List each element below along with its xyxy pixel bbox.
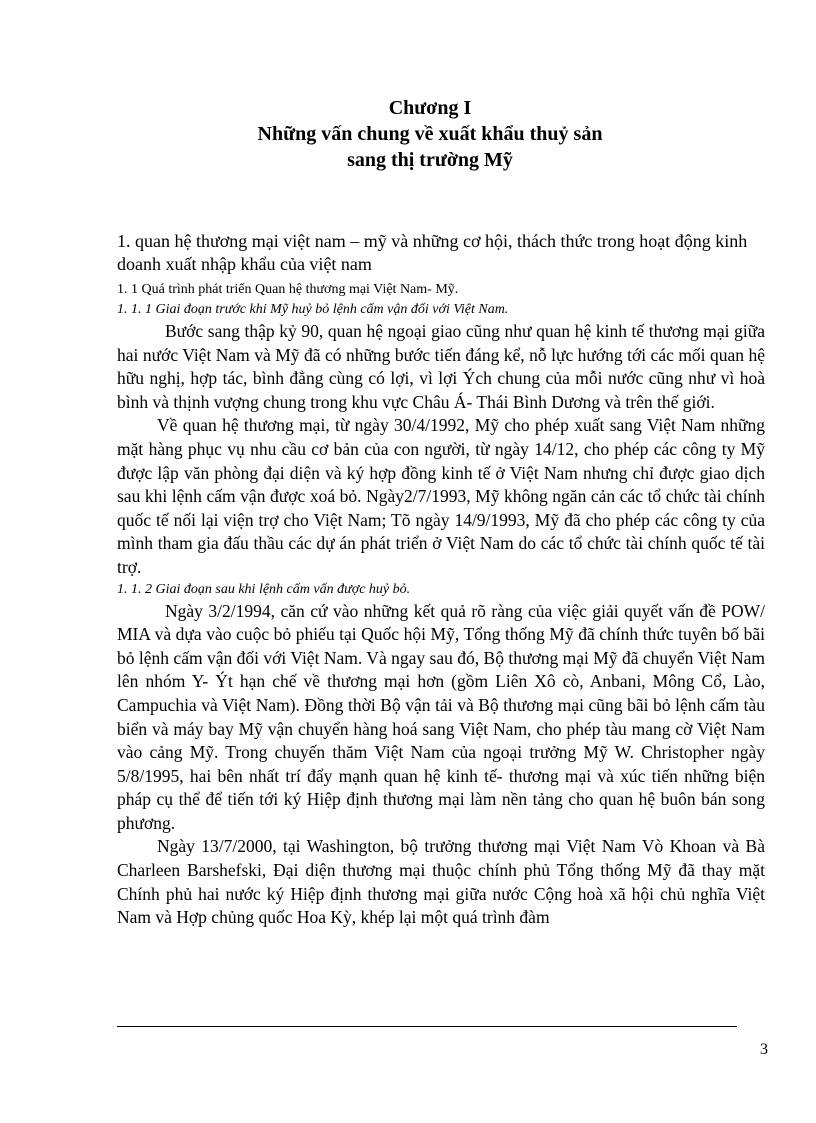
chapter-title-line-2: sang thị trường Mỹ: [347, 149, 513, 171]
page-number: 3: [760, 1041, 768, 1058]
chapter-title-line-1: Những vấn chung về xuất khẩu thuỷ sản: [257, 123, 603, 145]
body-content: [117, 230, 765, 930]
subsection-heading-1-1: 1. 1 Quá trình phát triển Quan hệ thương mại Việt Nam- Mỹ.: [117, 282, 459, 297]
paragraph-4: Ngày 13/7/2000, tại Washington, bộ trưởng thương mại Việt Nam Vò Khoan và Bà Charleen Barshefski, Đại diện thương mại thuộc chính phủ Tổng thống Mỹ đã thay mặt Chính phủ hai nước ký Hiệp định thương mại giữa nước Cộng hoà xã hội chủ nghĩa Việt Nam và Hợp chủng quốc Hoa Kỳ, khép lại một quá trình đàm: [117, 836, 765, 928]
chapter-title-block: [115, 95, 745, 173]
paragraph-2: Về quan hệ thương mại, từ ngày 30/4/1992, Mỹ cho phép xuất sang Việt Nam những mặt hàng phục vụ nhu cầu cơ bản của con người, từ ngày 14/12, cho phép các công ty Mỹ được lập văn phòng đại diện và ký hợp đồng kinh tế ở Việt Nam nhưng chỉ được giao dịch sau khi lệnh cấm vận được xoá bỏ. Ngày2/7/1993, Mỹ không ngăn cản các tổ chức tài chính quốc tế nối lại viện trợ cho Việt Nam; Tõ ngày 14/9/1993, Mỹ đã cho phép các công ty của mình tham gia đấu thầu các dự án phát triển ở Việt Nam do các tổ chức tài chính quốc tế tài trợ.: [117, 415, 765, 577]
footer-divider: [117, 1026, 737, 1027]
subsection-heading-1-1-2: 1. 1. 2 Giai đoạn sau khi lệnh cấm vấn được huỷ bỏ.: [117, 581, 411, 597]
paragraph-3: Ngày 3/2/1994, căn cứ vào những kết quả rõ ràng của việc giải quyết vấn đề POW/ MIA và dựa vào cuộc bỏ phiếu tại Quốc hội Mỹ, Tổng thống Mỹ đã chính thức tuyên bố bãi bỏ lệnh cấm vận đối với Việt Nam. Và ngay sau đó, Bộ thương mại Mỹ đã chuyển Việt Nam lên nhóm Y- Ýt hạn chế về thương mại hơn (gồm Liên Xô cò, Anbani, Mông Cổ, Lào, Campuchia và Việt Nam). Đồng thời Bộ vận tải và Bộ thương mại cũng bãi bỏ lệnh cấm tàu biển và máy bay Mỹ vận chuyển hàng hoá sang Việt Nam, cho phép tàu mang cờ Việt Nam vào cảng Mỹ. Trong chuyến thăm Việt Nam của ngoại trưởng Mỹ W. Christopher ngày 5/8/1995, hai bên nhất trí đẩy mạnh quan hệ kinh tế- thương mại và xúc tiến những biện pháp cụ thể để tiến tới ký Hiệp định thương mại làm nền tảng cho quan hệ buôn bán song phương.: [117, 600, 765, 833]
section-heading: 1. quan hệ thương mại việt nam – mỹ và những cơ hội, thách thức trong hoạt động kinh doanh xuất nhập khẩu của việt nam: [117, 231, 748, 274]
subsection-heading-1-1-1: 1. 1. 1 Giai đoạn trước khi Mỹ huỷ bỏ lệnh cấm vận đối với Việt Nam.: [117, 302, 509, 317]
paragraph-1: Bước sang thập kỷ 90, quan hệ ngoại giao cũng như quan hệ kinh tế thương mại giữa hai nước Việt Nam và Mỹ đã có những bước tiến đáng kể, nỗ lực hướng tới các mối quan hệ hữu nghị, hợp tác, bình đẳng cùng có lợi, vì lợi Ých chung của mỗi nước cũng như vì hoà bình và thịnh vượng chung trong khu vực Châu Á- Thái Bình Dương và trên thế giới.: [117, 321, 765, 412]
chapter-number: Chương I: [388, 97, 472, 119]
